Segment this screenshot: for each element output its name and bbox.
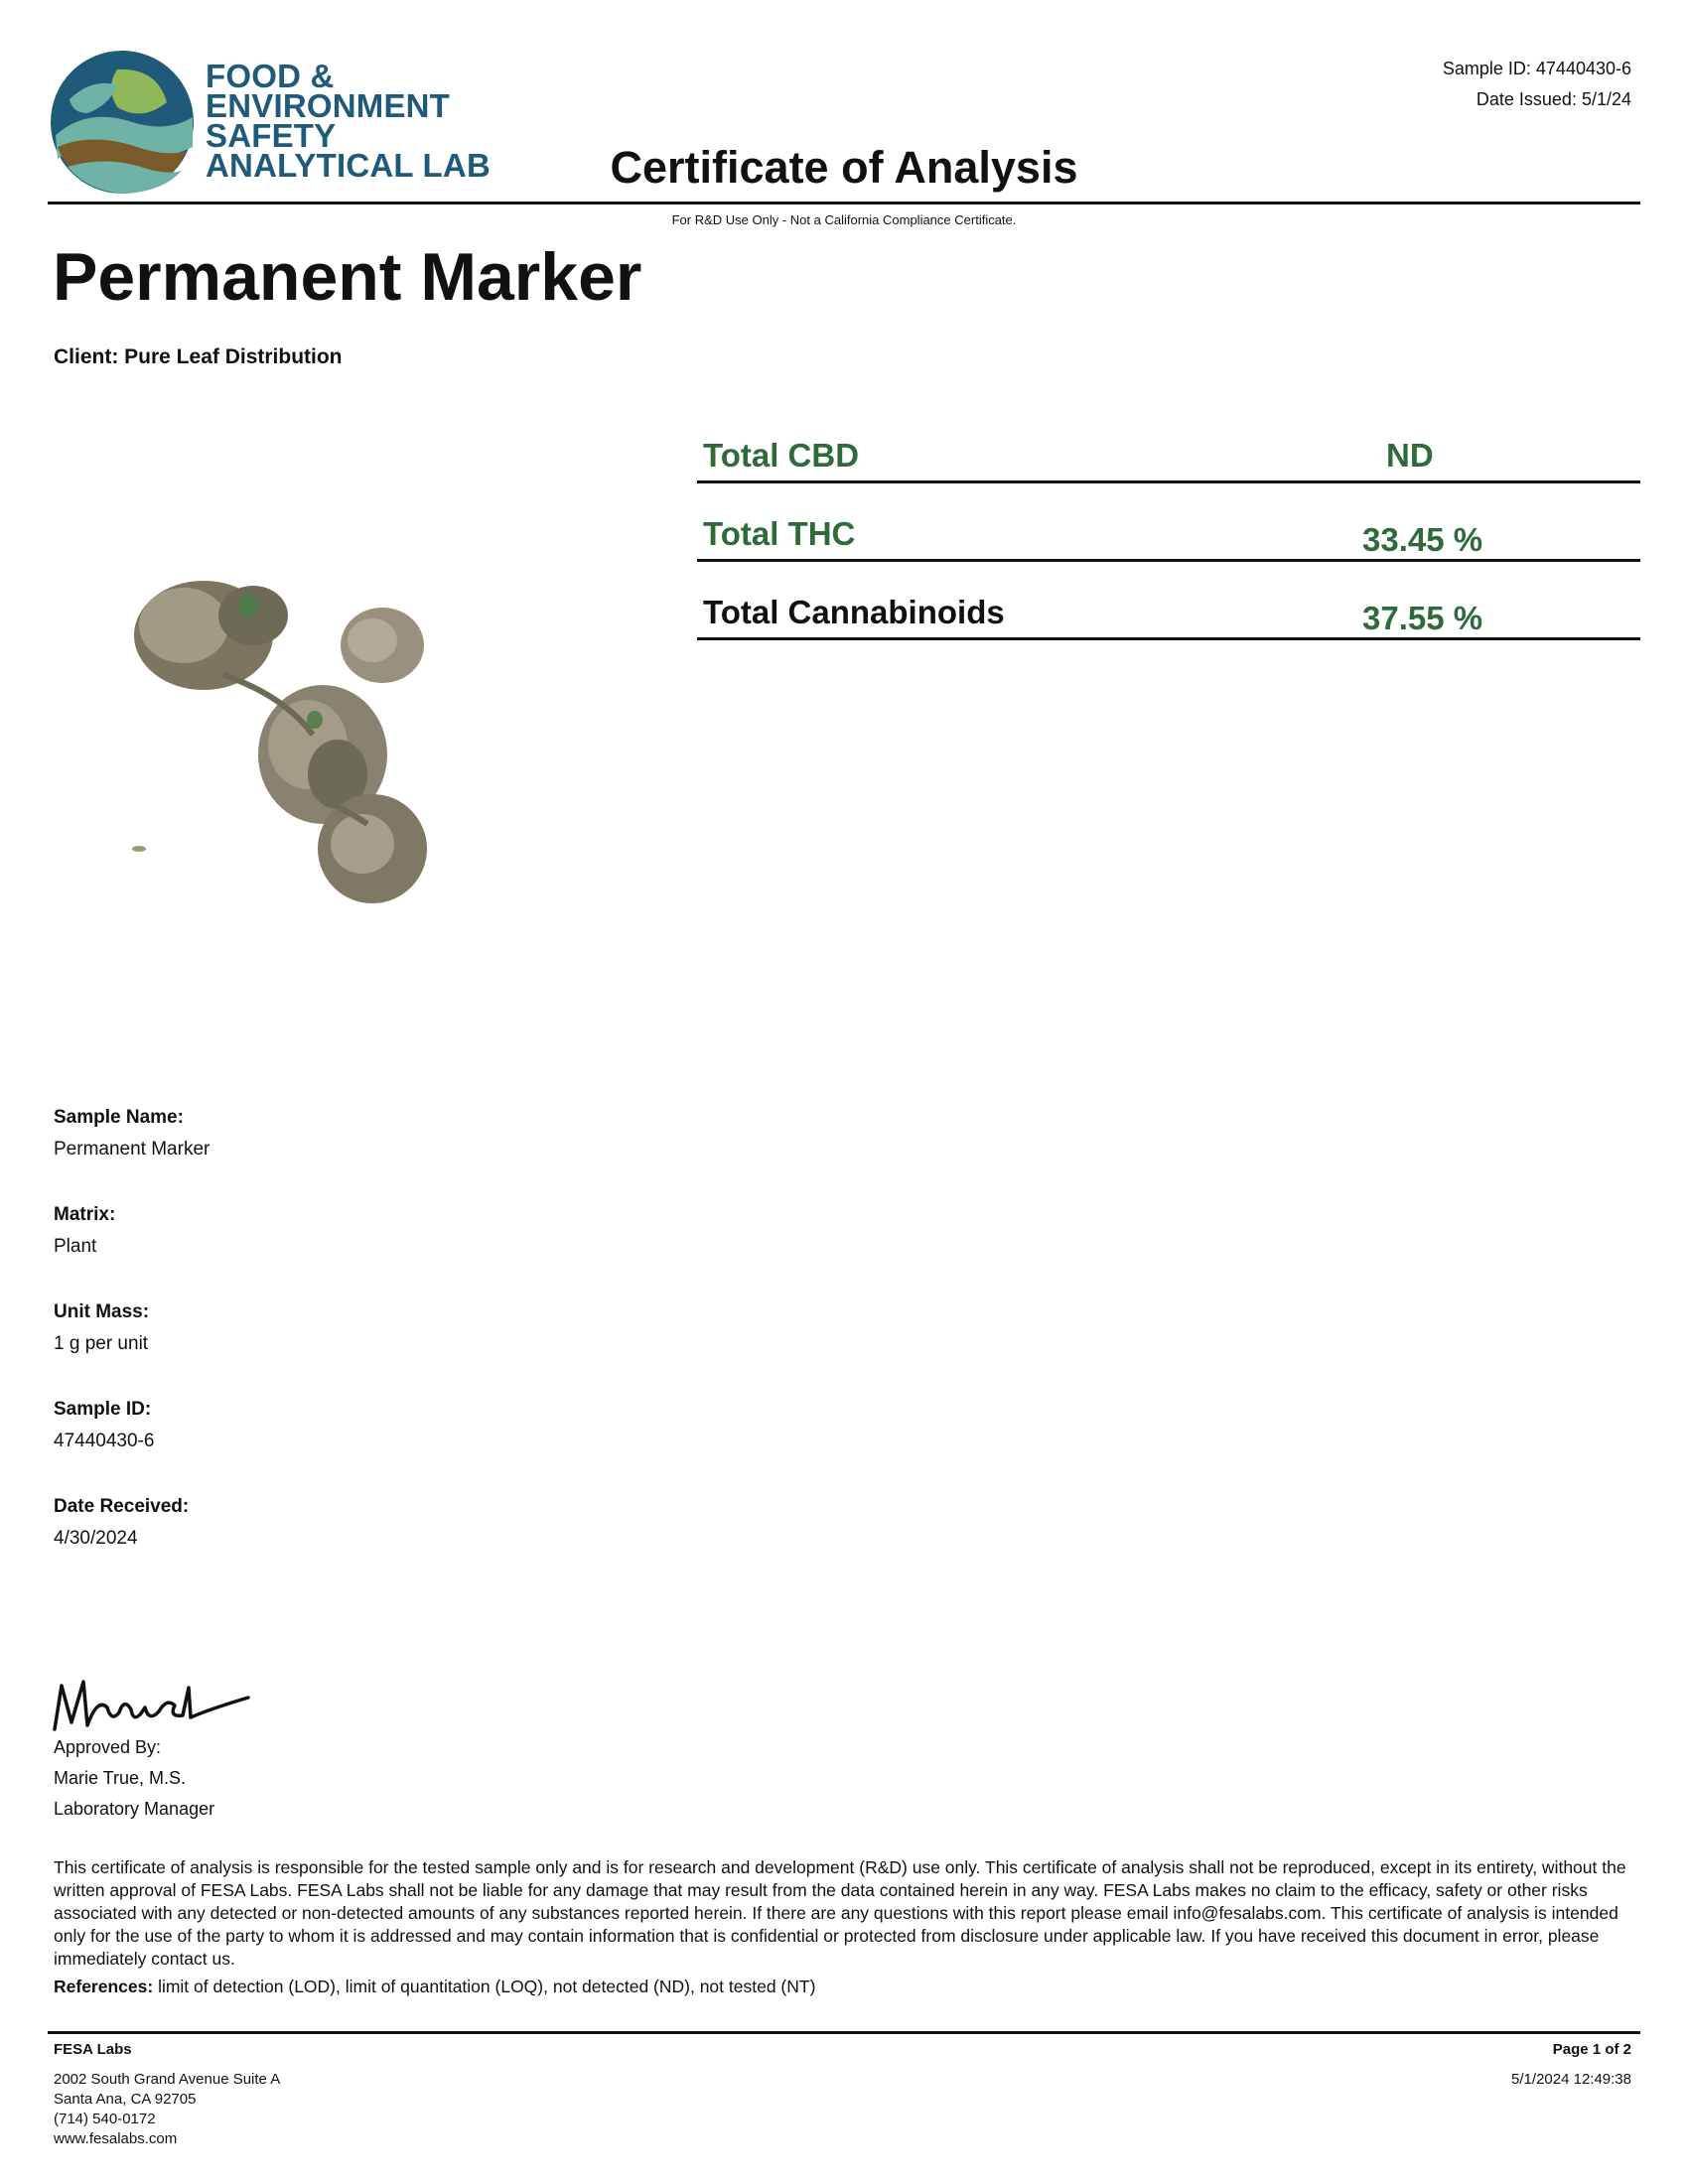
sample-id-line: Sample ID: 47440430-6 bbox=[1442, 59, 1631, 78]
logo-line: ANALYTICAL LAB bbox=[206, 147, 491, 184]
document-title: Certificate of Analysis bbox=[610, 142, 1078, 193]
product-name: Permanent Marker bbox=[53, 239, 642, 315]
footer-address-line: 2002 South Grand Avenue Suite A bbox=[54, 2071, 281, 2088]
detail-value: Plant bbox=[54, 1236, 97, 1257]
detail-value: 47440430-6 bbox=[54, 1431, 155, 1451]
total-thc-value: 33.45 % bbox=[1362, 521, 1483, 558]
footer-divider bbox=[48, 2031, 1640, 2034]
total-cannabinoids-row bbox=[697, 560, 1640, 640]
logo-line: FOOD & bbox=[206, 58, 335, 94]
references bbox=[54, 1976, 1642, 1998]
approval-block bbox=[54, 1732, 214, 1825]
approver-name: Marie True, M.S. bbox=[54, 1768, 187, 1788]
detail-value: Permanent Marker bbox=[54, 1139, 211, 1160]
footer-website: www.fesalabs.com bbox=[54, 2130, 178, 2147]
detail-value: 4/30/2024 bbox=[54, 1528, 138, 1549]
client-line: Client: Pure Leaf Distribution bbox=[54, 345, 343, 368]
disclaimer: This certificate of analysis is responsible for the tested sample only and is for research and development (R&D) use only. This certificate of analysis shall not be reproduced, except in its entirety, without the written approval of FESA Labs. FESA Labs shall not be liable for any damage that may result from the data contained herein in any way. FESA Labs makes no claim to the efficacy, safety or other risks associated with any detected or non-detected amounts of any substances reported herein. If there are any questions with this report please email info@fesalabs.com. This certificate of analysis is intended only for the use of the party to whom it is addressed and may contain information that is confidential or protected from disclosure under applicable law. If you have received this document in error, please immediately contact us. bbox=[54, 1857, 1626, 1969]
detail-label: Date Received: bbox=[54, 1496, 190, 1517]
rd-note: For R&D Use Only - Not a California Compliance Certificate. bbox=[671, 212, 1017, 227]
detail-label: Sample Name: bbox=[54, 1107, 184, 1128]
signature-image bbox=[50, 1668, 258, 1737]
detail-label: Sample ID: bbox=[54, 1399, 152, 1420]
footer-phone: (714) 540-0172 bbox=[54, 2111, 156, 2127]
page-number: Page 1 of 2 bbox=[1552, 2041, 1631, 2058]
detail-label: Matrix: bbox=[54, 1204, 116, 1225]
header-divider bbox=[48, 202, 1640, 205]
logo-line: SAFETY bbox=[206, 117, 337, 154]
approver-role: Laboratory Manager bbox=[54, 1799, 215, 1819]
footer-page-info bbox=[1511, 2040, 1631, 2090]
footer-address bbox=[54, 2040, 280, 2149]
footer-address-line: Santa Ana, CA 92705 bbox=[54, 2091, 197, 2108]
date-issued-line: Date Issued: 5/1/24 bbox=[1476, 89, 1631, 109]
total-thc-row bbox=[697, 481, 1640, 562]
detail-value: 1 g per unit bbox=[54, 1333, 149, 1354]
total-cannabinoids-label: Total Cannabinoids bbox=[703, 594, 1005, 630]
header-meta bbox=[1443, 54, 1631, 115]
total-cbd-row bbox=[697, 403, 1640, 483]
total-thc-label: Total THC bbox=[703, 515, 856, 552]
sample-photo bbox=[55, 467, 531, 1062]
approved-by-label: Approved By: bbox=[54, 1737, 162, 1757]
logo-line: ENVIRONMENT bbox=[206, 87, 451, 124]
plant-bud-image bbox=[55, 467, 531, 1062]
total-cannabinoids-value: 37.55 % bbox=[1362, 600, 1483, 636]
signature bbox=[50, 1668, 258, 1737]
sample-details bbox=[54, 1105, 649, 1591]
references-text: limit of detection (LOD), limit of quantitation (LOQ), not detected (ND), not tested (NT) bbox=[153, 1977, 816, 1996]
footer-org: FESA Labs bbox=[54, 2041, 132, 2058]
references-label: References: bbox=[54, 1977, 154, 1996]
total-cbd-label: Total CBD bbox=[703, 437, 860, 474]
footer-timestamp: 5/1/2024 12:49:38 bbox=[1511, 2071, 1631, 2088]
total-cbd-value: ND bbox=[1386, 437, 1434, 474]
detail-label: Unit Mass: bbox=[54, 1301, 150, 1322]
